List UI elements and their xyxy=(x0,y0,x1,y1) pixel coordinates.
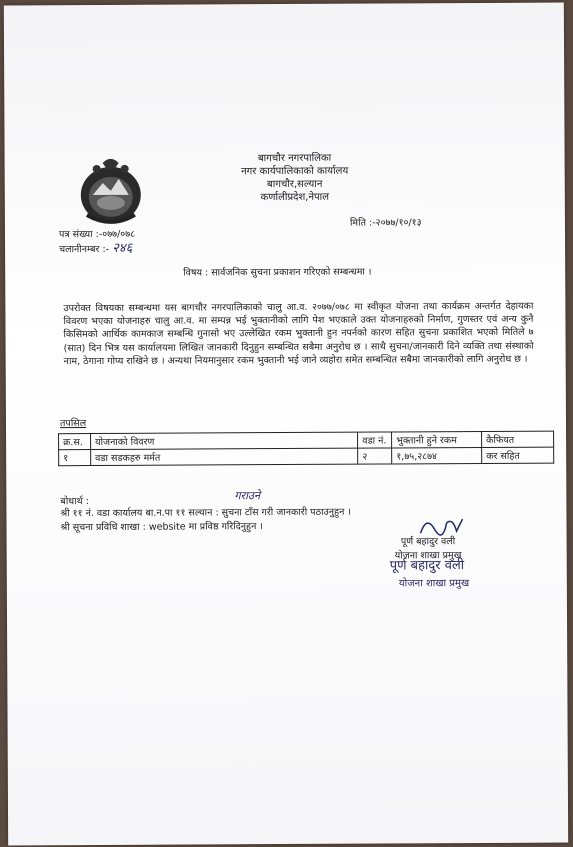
letter-date: मिति :-२०७७/१०/१३ xyxy=(349,217,422,229)
table-intro: तपसिल xyxy=(59,418,87,430)
cell-ward: २ xyxy=(358,448,392,464)
col-serial: क्र.स. xyxy=(59,434,91,450)
office-header xyxy=(240,152,350,205)
project-table xyxy=(58,431,554,467)
col-description: योजनाको विवरण xyxy=(91,432,358,449)
col-amount: भुक्तानी हुने रकम xyxy=(392,431,482,447)
signatory-name: पूर्ण बहादुर वली xyxy=(400,536,456,548)
reference-number: पत्र संख्या :-०७७/०७८ xyxy=(58,228,136,241)
cell-remarks: कर सहित xyxy=(482,447,554,463)
handwritten-note: गराउने xyxy=(234,489,261,503)
dispatch-label: चलानीनम्बर :- २४६ xyxy=(59,240,133,256)
office-name: नगर कार्यपालिकाको कार्यालय xyxy=(241,165,349,178)
cell-serial: १ xyxy=(59,450,91,466)
cc-ward-office: श्री ११ नं. वडा कार्यालय बा.न.पा ११ सल्यान : सुचना टाँस गरी जानकारी पठाउनुहुन । xyxy=(60,506,351,520)
table-row xyxy=(59,447,554,466)
letter-body: उपरोक्त विषयका सम्बन्धमा यस बागचौर नगरपालिकाको चालु आ.व. २०७७/०७८ मा स्वीकृत योजना तथा कार्यक्रम अन्तर्गत देहायका विवरण भएका योजनाहरु चालु आ.व. मा सम्पन्न भई भुक्तानीको लागि पेश भएकाले उक्त योजनाहरुको निर्माण, गुणस्तर एवं अन्य कुनै किसिमको आर्थिक कामकाज सम्बन्धि गुनासो भए उल्लेखित रकम भुक्तानी हुन नपर्नको कारण सहित सुचना प्रकाशित भएको मितिले ७ (सात) दिन भित्र यस कार्यालयमा लिखित जानकारी दिनुहुन सम्बन्धित सबैमा अनुरोध छ । साथै सुचना/जानकारी दिने व्यक्ति तथा संस्थाको नाम, ठेगाना गोप्य राखिने छ । अन्यथा नियमानुसार रकम भुक्तानी भई जाने व्यहोरा समेत सम्बन्धित सबैमा जानकारीको लागि अनुरोध छ । xyxy=(63,300,534,367)
bodhartha-label: बोधार्थ : xyxy=(60,496,89,508)
cell-amount: १,७५,२८७४ xyxy=(392,447,482,463)
office-province: कर्णालीप्रदेश,नेपाल xyxy=(260,191,330,204)
municipality-name: बागचौर नगरपालिका xyxy=(257,152,332,165)
cc-it-section: श्री सूचना प्रविधि शाखा : website मा प्रविष्ठ गरिदिनुहुन । xyxy=(60,521,264,534)
subject-line: विषय : सार्वजनिक सुचना प्रकाशन गरिएको सम्बन्धमा । xyxy=(183,266,372,279)
cell-description: वडा सडकहरु मर्मत xyxy=(91,448,358,465)
stamp-name: पूर्ण बहादुर वली xyxy=(389,558,465,574)
office-address: बागचौर,सल्यान xyxy=(266,178,323,191)
stamp-post: योजना शाखा प्रमुख xyxy=(398,578,470,590)
signatory-post: योजना शाखा प्रमुख xyxy=(394,550,462,562)
document-page xyxy=(4,3,568,846)
col-remarks: कैफियत xyxy=(482,431,554,447)
nepal-emblem-icon xyxy=(73,155,149,229)
dispatch-number: २४६ xyxy=(112,240,133,256)
col-ward: वडा नं. xyxy=(358,432,392,448)
